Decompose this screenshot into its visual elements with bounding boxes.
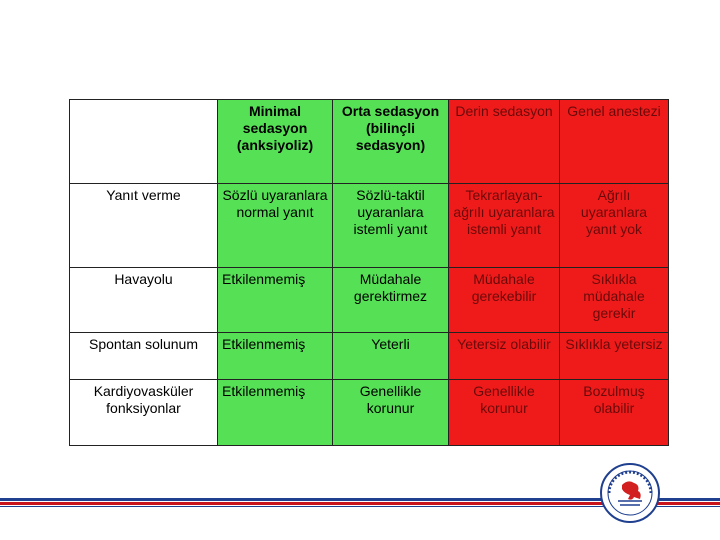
cell-breathing-general: Sıklıkla yetersiz	[560, 333, 669, 380]
cell-breathing-deep: Yetersiz olabilir	[449, 333, 560, 380]
table-header-row	[70, 100, 669, 184]
table-row	[70, 333, 669, 380]
header-deep-sedation: Derin sedasyon	[449, 100, 560, 184]
cell-airway-moderate: Müdahale gerektirmez	[333, 268, 449, 333]
cell-cardio-moderate: Genellikle korunur	[333, 380, 449, 446]
cell-breathing-moderate: Yeterli	[333, 333, 449, 380]
university-seal-icon	[600, 463, 660, 523]
cell-response-deep: Tekrarlayan-ağrılı uyaranlara istemli yanıt	[449, 184, 560, 268]
cell-cardio-minimal: Etkilenmemiş	[218, 380, 333, 446]
sedation-table	[69, 99, 669, 446]
cell-response-minimal: Sözlü uyaranlara normal yanıt	[218, 184, 333, 268]
cell-response-moderate: Sözlü-taktil uyaranlara istemli yanıt	[333, 184, 449, 268]
row-label-response: Yanıt verme	[70, 184, 218, 268]
row-label-spontaneous-breathing: Spontan solunum	[70, 333, 218, 380]
header-general-anesthesia: Genel anestezi	[560, 100, 669, 184]
table-row	[70, 268, 669, 333]
cell-airway-minimal: Etkilenmemiş	[218, 268, 333, 333]
row-label-airway: Havayolu	[70, 268, 218, 333]
table-row	[70, 184, 669, 268]
header-moderate-sedation: Orta sedasyon (bilinçli sedasyon)	[333, 100, 449, 184]
cell-breathing-minimal: Etkilenmemiş	[218, 333, 333, 380]
header-minimal-sedation: Minimal sedasyon (anksiyoliz)	[218, 100, 333, 184]
cell-airway-general: Sıklıkla müdahale gerekir	[560, 268, 669, 333]
cell-response-general: Ağrılı uyaranlara yanıt yok	[560, 184, 669, 268]
table-row	[70, 380, 669, 446]
cell-cardio-general: Bozulmuş olabilir	[560, 380, 669, 446]
row-label-cardiovascular: Kardiyovasküler fonksiyonlar	[70, 380, 218, 446]
header-empty-cell	[70, 100, 218, 184]
cell-cardio-deep: Genellikle korunur	[449, 380, 560, 446]
cell-airway-deep: Müdahale gerekebilir	[449, 268, 560, 333]
